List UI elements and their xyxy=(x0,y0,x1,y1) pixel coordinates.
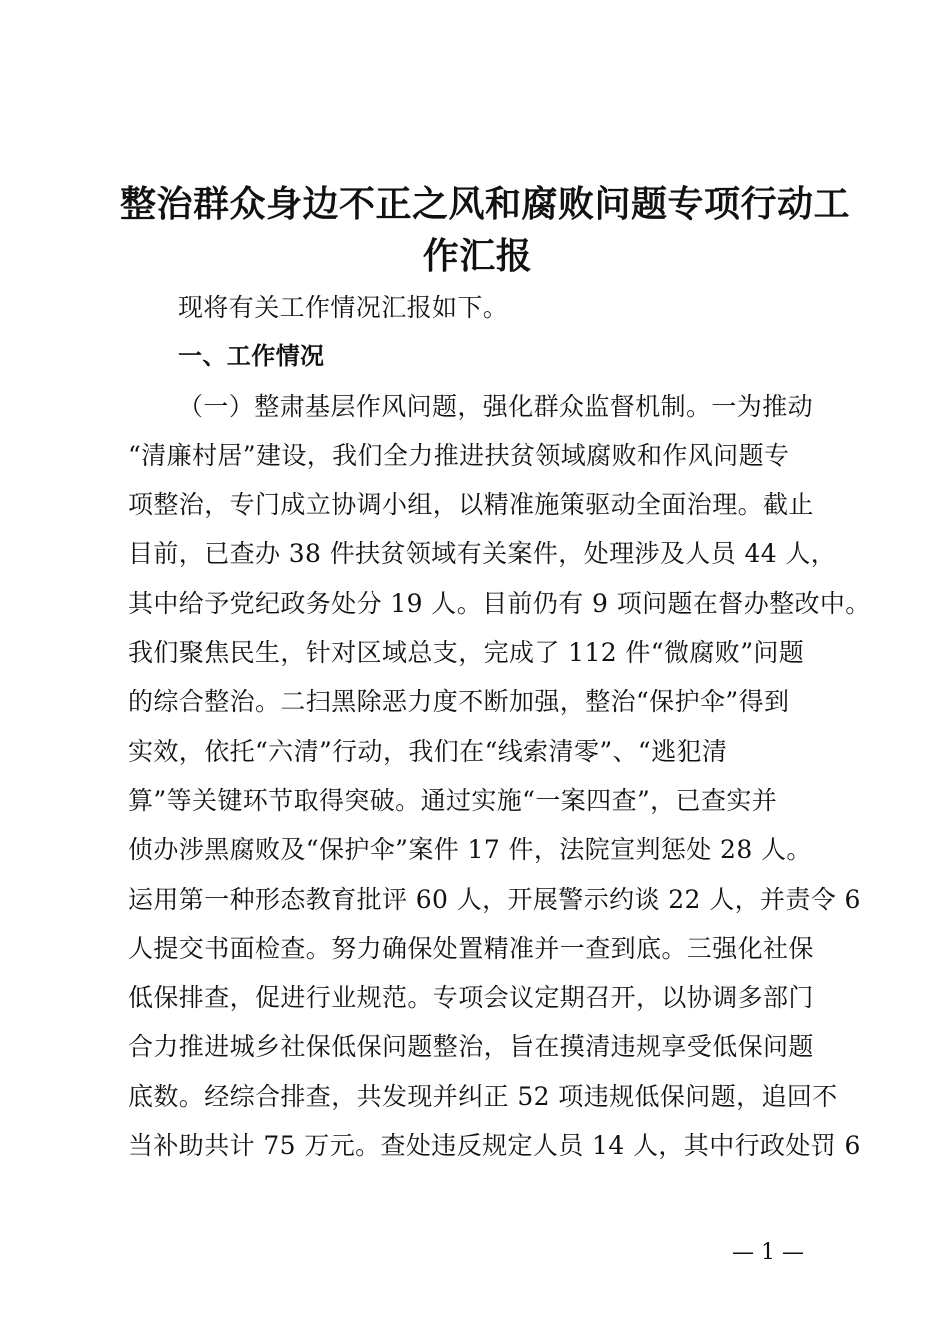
paragraph-line: 合力推进城乡社保低保问题整治，旨在摸清违规享受低保问题 xyxy=(128,1032,814,1062)
intro-text: 现将有关工作情况汇报如下。 xyxy=(178,293,509,322)
paragraph-line: 侦办涉黑腐败及“保护伞”案件 17 件，法院宣判惩处 28 人。 xyxy=(128,835,812,865)
paragraph-line: 运用第一种形态教育批评 60 人，开展警示约谈 22 人，并责令 6 xyxy=(128,884,861,914)
paragraph-line: 当补助共计 75 万元。查处违反规定人员 14 人，其中行政处罚 6 xyxy=(128,1131,861,1161)
paragraph-line: 实效，依托“六清”行动，我们在“线索清零”、“逃犯清 xyxy=(128,736,728,766)
paragraph-line: （一）整肃基层作风问题，强化群众监督机制。一为推动 xyxy=(178,391,814,421)
page-number: — 1 — xyxy=(732,1240,804,1265)
paragraph-line: 其中给予党纪政务处分 19 人。目前仍有 9 项问题在督办整改中。 xyxy=(128,588,871,618)
paragraph-line: 我们聚焦民生，针对区域总支，完成了 112 件“微腐败”问题 xyxy=(128,638,805,668)
paragraph-line: 底数。经综合排查，共发现并纠正 52 项违规低保问题，追回不 xyxy=(128,1081,838,1111)
paragraph-line: 算”等关键环节取得突破。通过实施“一案四查”，已查实并 xyxy=(128,785,778,815)
paragraph-line: 低保排查，促进行业规范。专项会议定期召开，以协调多部门 xyxy=(128,983,814,1013)
paragraph-line: 的综合整治。二扫黑除恶力度不断加强，整治“保护伞”得到 xyxy=(128,687,790,717)
document-body xyxy=(128,283,871,1170)
title-line-1: 整治群众身边不正之风和腐败问题专项行动工 xyxy=(120,183,851,225)
paragraph-line: “清廉村居”建设，我们全力推进扶贫领域腐败和作风问题专 xyxy=(128,440,790,470)
section-heading: 一、工作情况 xyxy=(178,342,325,371)
paragraph-line: 项整治，专门成立协调小组，以精准施策驱动全面治理。截止 xyxy=(128,490,814,520)
title-line-2: 作汇报 xyxy=(422,235,533,277)
paragraph-line: 目前，已查办 38 件扶贫领域有关案件，处理涉及人员 44 人， xyxy=(128,539,837,569)
document-title xyxy=(120,178,851,282)
paragraph-line: 人提交书面检查。努力确保处置精准并一查到底。三强化社保 xyxy=(128,933,814,963)
